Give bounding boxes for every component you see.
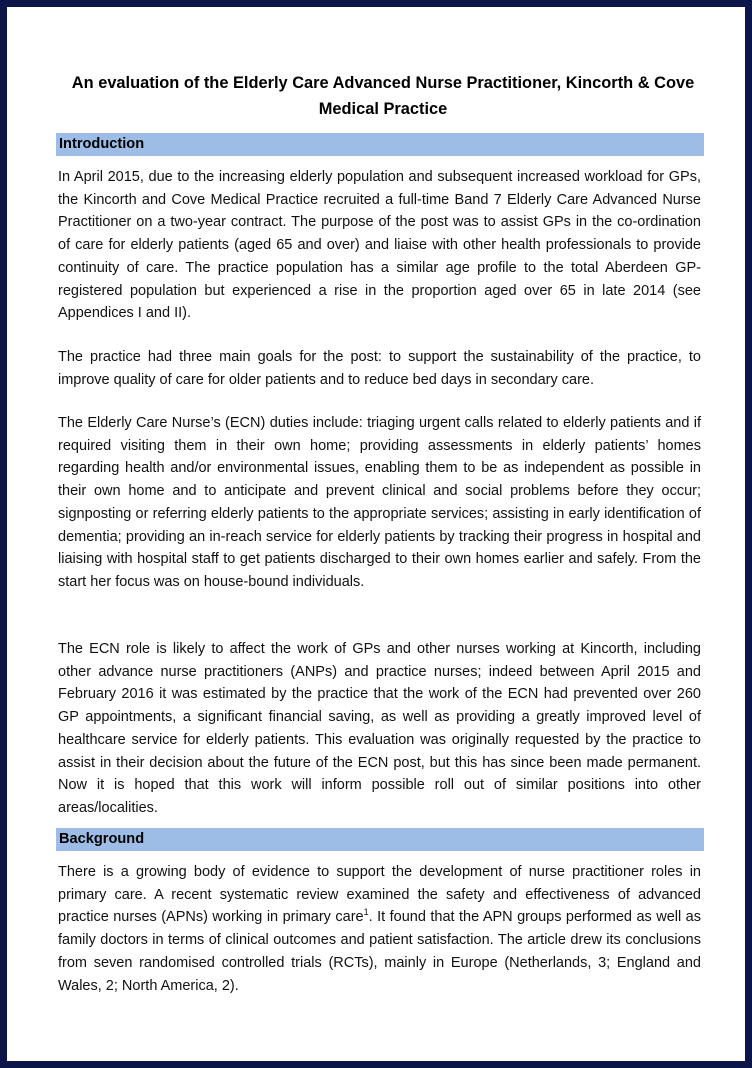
background-text-part-1: There is a growing body of evidence to support the development of nurse practitioner roles in primary care. A recent systematic review examined the safety and effectiveness of advanced practice nurses (APNs) working in primary care xyxy=(58,864,701,926)
title-line-1: An evaluation of the Elderly Care Advanced Nurse Practitioner, Kincorth & Cove xyxy=(71,74,695,92)
background-text-part-2: . It found that the APN groups performed as well as family doctors in terms of clinical outcomes and patient satisfaction. The article drew its conclusions from seven randomised controlled trials (RCTs), mainly in Europe (Netherlands, 3; England and Wales, 2; North America, 2). xyxy=(58,909,701,994)
intro-paragraph-2: The practice had three main goals for the post: to support the sustainability of the practice, to improve quality of care for older patients and to reduce bed days in secondary care. xyxy=(58,349,701,388)
intro-paragraph-1: In April 2015, due to the increasing elderly population and subsequent increased workload for GPs, the Kincorth and Cove Medical Practice recruited a full-time Band 7 Elderly Care Advanced Nurse Practitioner on a two-year contract. The purpose of the post was to assist GPs in the co-ordination of care for elderly patients (aged 65 and over) and liaise with other health professionals to provide continuity of care. The practice population has a similar age profile to the total Aberdeen GP-registered population but experienced a rise in the proportion aged over 65 in late 2014 (see Appendices I and II). xyxy=(58,169,701,322)
title-line-2: Medical Practice xyxy=(318,100,448,118)
background-heading: Background xyxy=(56,828,704,851)
background-paragraph xyxy=(58,861,701,997)
document-title xyxy=(60,70,706,122)
intro-paragraph-3: The Elderly Care Nurse’s (ECN) duties include: triaging urgent calls related to elderly patients and if required visiting them in their own home; providing assessments in elderly patients’ homes regarding health and/or environmental issues, enabling them to be as independent as possible in their own home and to anticipate and prevent clinical and social problems before they occur; signposting or referring elderly patients to the appropriate services; assisting in early identification of dementia; providing an in-reach service for elderly patients by tracking their progress in hospital and liaising with hospital staff to get patients discharged to their own homes earlier and safely. From the start her focus was on house-bound individuals. xyxy=(58,415,701,590)
intro-paragraph-4: The ECN role is likely to affect the work of GPs and other nurses working at Kincorth, including other advance nurse practitioners (ANPs) and practice nurses; indeed between April 2015 and February 2016 it was estimated by the practice that the work of the ECN had prevented over 260 GP appointments, a significant financial saving, as well as providing a greatly improved level of healthcare service for elderly patients. This evaluation was originally requested by the practice to assist in their decision about the future of the ECN post, but this has since been made permanent. Now it is hoped that this work will inform possible roll out of similar positions into other areas/localities. xyxy=(58,641,701,816)
introduction-heading: Introduction xyxy=(56,133,704,156)
footnote-reference: 1 xyxy=(363,907,369,918)
